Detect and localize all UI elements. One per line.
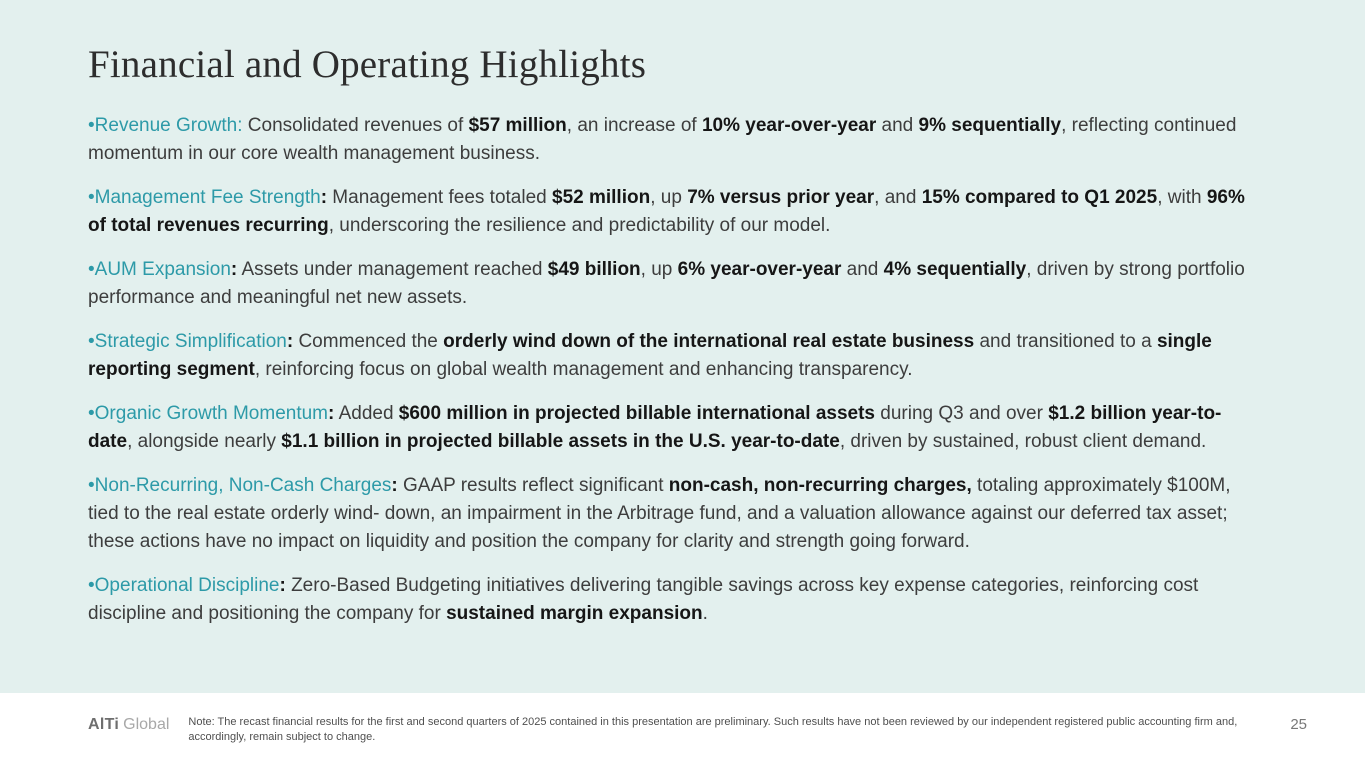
bullet-body-text: Consolidated revenues of <box>242 115 469 136</box>
bullet-bold-text: 9% sequentially <box>918 115 1062 136</box>
bullet-item <box>88 184 1260 240</box>
bullet-colon: : <box>328 403 335 424</box>
bullet-body-text: Added <box>334 403 399 424</box>
bullet-lead-text: •AUM Expansion <box>88 259 231 280</box>
page-number: 25 <box>1290 716 1307 733</box>
bullet-body-text: Zero-Based Budgeting initiatives delivering tangible savings across key expense categories, reinforcing cost discipline and positioning the company for <box>88 575 1199 624</box>
bullet-body-text: and <box>876 115 919 136</box>
alti-global-logo <box>88 716 169 734</box>
bullet-body-text: GAAP results reflect significant <box>397 475 669 496</box>
bullet-lead-text: •Strategic Simplification <box>88 331 287 352</box>
bullet-colon: : <box>320 187 328 208</box>
bullet-bold-text: $49 billion <box>547 259 641 280</box>
bullet-item <box>88 256 1260 312</box>
logo-text-global: Global <box>123 716 170 733</box>
bullet-body-text: Assets under management reached <box>237 259 548 280</box>
slide-title: Financial and Operating Highlights <box>88 43 647 86</box>
bullet-bold-text: $600 million in projected billable international assets <box>398 403 875 424</box>
bullet-body-text: . <box>702 603 708 624</box>
bullet-body-text: , up <box>650 187 688 208</box>
bullet-lead-text: •Management Fee Strength <box>88 187 321 208</box>
bullet-body-text: during Q3 and over <box>875 403 1049 424</box>
bullet-body-text: , alongside nearly <box>127 431 282 452</box>
bullet-body-text: , reflecting continued momentum in our core wealth management business. <box>88 115 1237 164</box>
bullet-body-text: , reinforcing focus on global wealth management and enhancing transparency. <box>254 359 913 380</box>
bullet-colon: : <box>391 475 398 496</box>
bullet-body-text: , up <box>640 259 678 280</box>
bullet-item <box>88 472 1260 556</box>
bullet-list <box>88 112 1260 628</box>
bullet-lead-text: •Non-Recurring, Non-Cash Charges <box>88 475 392 496</box>
bullet-body-text: , driven by sustained, robust client demand. <box>839 431 1207 452</box>
bullet-bold-text: 15% compared to Q1 2025 <box>921 187 1158 208</box>
logo-text-alti: AlTi <box>88 716 120 733</box>
bullet-bold-text: 4% sequentially <box>883 259 1027 280</box>
bullet-colon: : <box>230 259 238 280</box>
bullet-bold-text: non-cash, non-recurring charges, <box>668 475 972 496</box>
bullet-body-text: , and <box>874 187 922 208</box>
bullet-bold-text: $1.1 billion in projected billable assets in the U.S. year-to-date <box>281 431 840 452</box>
footnote: Note: The recast financial results for the first and second quarters of 2025 contained in this presentation are preliminary. Such results have not been reviewed by our independent registered public accounting firm and, accordingly, remain subject to change. <box>188 716 1238 743</box>
bullet-item <box>88 400 1260 456</box>
bullet-item <box>88 112 1260 168</box>
bullet-bold-text: 96% of total revenues recurring <box>88 187 1245 236</box>
bullet-colon: : <box>286 331 294 352</box>
bullet-bold-text: 10% year-over-year <box>701 115 877 136</box>
bullet-item <box>88 572 1260 628</box>
bullet-bold-text: single reporting segment <box>88 331 1212 380</box>
bullet-lead-text: •Revenue Growth: <box>88 115 243 136</box>
bullet-bold-text: orderly wind down of the international real estate business <box>443 331 975 352</box>
bullet-body-text: , an increase of <box>566 115 702 136</box>
bullet-body-text: Management fees totaled <box>327 187 552 208</box>
bullet-lead-text: •Operational Discipline <box>88 575 280 596</box>
bullet-bold-text: sustained margin expansion <box>446 603 703 624</box>
bullet-body-text: , driven by strong portfolio performance and meaningful net new assets. <box>88 259 1245 308</box>
bullet-body-text: Commenced the <box>293 331 444 352</box>
bullet-body-text: and <box>841 259 884 280</box>
bullet-bold-text: 6% year-over-year <box>677 259 842 280</box>
bullet-body-text: , with <box>1157 187 1207 208</box>
bullet-body-text: totaling approximately $100M, tied to the real estate orderly wind- down, an impairment in the Arbitrage fund, and a valuation allowance against our deferred tax asset; these actions have no impact on liquidity and position the company for clarity and strength going forward. <box>88 475 1231 552</box>
bullet-colon: : <box>279 575 286 596</box>
bullet-bold-text: $1.2 billion year-to-date <box>88 403 1222 452</box>
slide-footer <box>0 693 1365 768</box>
bullet-bold-text: $52 million <box>552 187 651 208</box>
bullet-lead-text: •Organic Growth Momentum <box>88 403 329 424</box>
bullet-bold-text: 7% versus prior year <box>687 187 875 208</box>
bullet-item <box>88 328 1260 384</box>
bullet-bold-text: $57 million <box>468 115 567 136</box>
bullet-body-text: and transitioned to a <box>974 331 1157 352</box>
bullet-body-text: , underscoring the resilience and predictability of our model. <box>328 215 831 236</box>
